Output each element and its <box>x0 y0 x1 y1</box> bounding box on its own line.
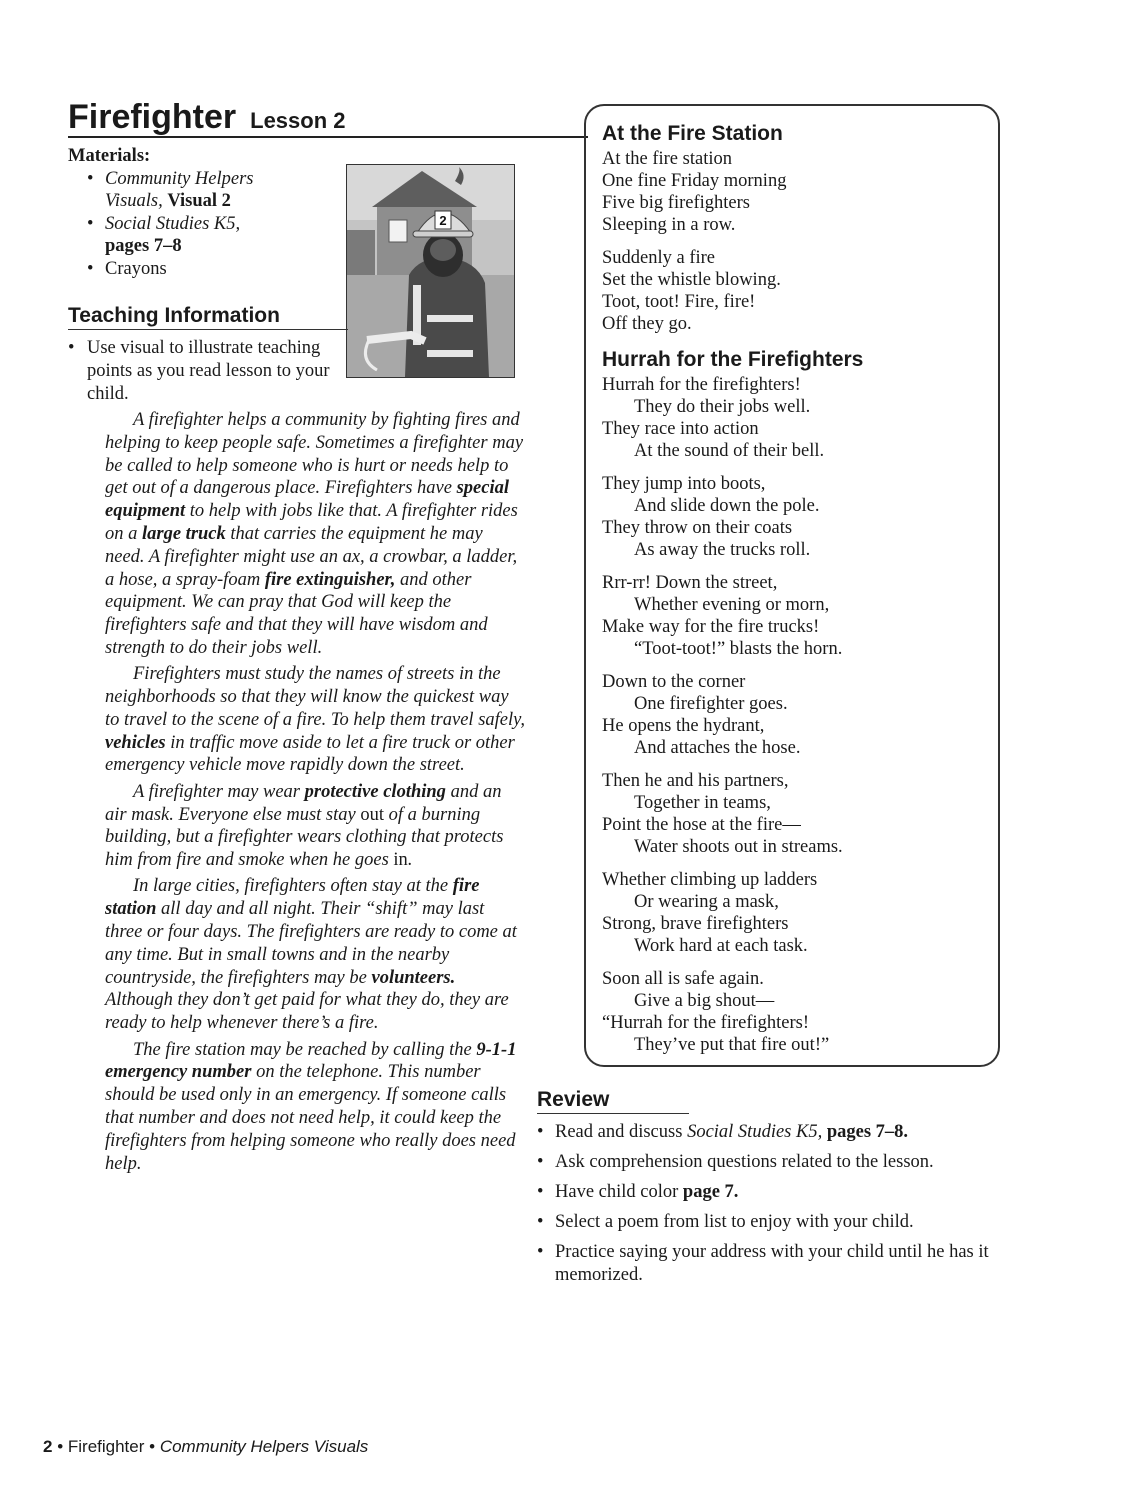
poem-line: One fine Friday morning <box>602 171 787 191</box>
poem-line: At the sound of their bell. <box>634 441 825 461</box>
teaching-paragraph: A firefighter helps a community by fighting fires and helping to keep people safe. Sometimes a firefighter may be called to help someone who is hurt or needs help to get out of a dangerous place. Firefighters have special equipment to help with jobs like that. A firefighter rides on a large truck that carries the equipment he may need. A firefighter might use an ax, a crowbar, a ladder, a hose, a spray-foam fire extinguisher, and other equipment. We can pray that God will keep the firefighters safe and that they will have wisdom and strength to do their jobs well. <box>105 410 524 658</box>
teaching-bullet-text: Use visual to illustrate teaching points as you read lesson to your child. <box>87 338 330 404</box>
poem-stanza <box>602 572 992 660</box>
poem-line: Point the hose at the fire— <box>602 815 801 835</box>
poem-line: “Hurrah for the firefighters! <box>602 1013 809 1033</box>
teaching-bullet <box>68 337 338 406</box>
poem-line: Off they go. <box>602 314 692 334</box>
review-item: • Select a poem from list to enjoy with your child. <box>537 1212 914 1232</box>
poem-line: Five big firefighters <box>602 193 750 213</box>
poem-line: Give a big shout— <box>634 991 775 1011</box>
poem-line: Whether evening or morn, <box>634 595 830 615</box>
poem-line: Set the whistle blowing. <box>602 270 781 290</box>
poem-line: Hurrah for the firefighters! <box>602 375 801 395</box>
poem-stanza <box>602 968 992 1056</box>
poem-line: As away the trucks roll. <box>634 540 811 560</box>
poem-stanza <box>602 148 992 236</box>
review-item: • Have child color page 7. <box>537 1182 739 1202</box>
footer-book-title: Community Helpers Visuals <box>159 1437 369 1456</box>
review-list <box>537 1121 1007 1294</box>
poem-line: At the fire station <box>602 149 732 169</box>
poem-line: Make way for the fire trucks! <box>602 617 820 637</box>
materials-item: • Crayons <box>87 258 343 281</box>
poem-line: Sleeping in a row. <box>602 215 736 235</box>
poem-line: And slide down the pole. <box>634 496 820 516</box>
poem-line: They jump into boots, <box>602 474 766 494</box>
poem-line: Together in teams, <box>634 793 771 813</box>
teaching-paragraph: A firefighter may wear protective clothing and an air mask. Everyone else must stay out of a burning building, but a firefighter wears clothing that protects him from fire and smoke when he goes in. <box>105 781 504 871</box>
poem-line: One firefighter goes. <box>634 694 788 714</box>
page-number: 2 <box>43 1437 53 1456</box>
poem-stanza <box>602 869 992 957</box>
poem-content <box>602 120 992 1067</box>
poem-title: At the Fire Station <box>602 122 783 145</box>
title-lesson-number: Lesson 2 <box>250 108 346 133</box>
poem-line: Toot, toot! Fire, fire! <box>602 292 756 312</box>
materials-list <box>68 168 343 281</box>
helmet-number: 2 <box>439 213 447 228</box>
bullet-dot: • <box>68 338 75 358</box>
teaching-information-heading: Teaching Information <box>68 304 280 327</box>
materials-section <box>68 145 343 280</box>
poem-line: Rrr-rr! Down the street, <box>602 573 778 593</box>
poem-line: Water shoots out in streams. <box>634 837 843 857</box>
teaching-body <box>105 409 525 1179</box>
poem-line: Whether climbing up ladders <box>602 870 818 890</box>
review-item: • Practice saying your address with your child until he has it memorized. <box>537 1242 989 1285</box>
poem-line: And attaches the hose. <box>634 738 801 758</box>
footer-topic: Firefighter <box>67 1437 145 1456</box>
teaching-paragraph: The fire station may be reached by calling the 9-1-1 emergency number on the telephone. This number should be used only in an emergency. If someone calls that number and does not need help, it could keep the firefighters from helping someone who really does need help. <box>105 1039 517 1174</box>
page-footer: 2 • Firefighter • Community Helpers Visuals <box>43 1437 369 1456</box>
poem-line: They throw on their coats <box>602 518 793 538</box>
review-heading-rule <box>537 1113 689 1114</box>
poem-line: Work hard at each task. <box>634 936 808 956</box>
poem-line: They do their jobs well. <box>634 397 811 417</box>
poem-line: Suddenly a fire <box>602 248 716 268</box>
teaching-heading-rule <box>68 329 348 330</box>
poem-line: They’ve put that fire out!” <box>634 1035 830 1055</box>
poem-line: They race into action <box>602 419 759 439</box>
firefighter-image <box>347 165 514 377</box>
teaching-paragraph: Firefighters must study the names of streets in the neighborhoods so that they will know the quickest way to travel to the scene of a fire. To help them travel safely, vehicles in traffic move aside to let a fire truck or other emergency vehicle move rapidly down the street. <box>105 664 525 776</box>
poem-line: Or wearing a mask, <box>634 892 779 912</box>
materials-item: • Social Studies K5, pages 7–8 <box>87 213 343 258</box>
poem-line: Soon all is safe again. <box>602 969 764 989</box>
poem-stanza <box>602 247 992 335</box>
firefighter-illustration <box>346 164 515 378</box>
poem-line: “Toot-toot!” blasts the horn. <box>634 639 843 659</box>
poem-title: Hurrah for the Firefighters <box>602 348 864 371</box>
review-item: • Ask comprehension questions related to the lesson. <box>537 1152 934 1172</box>
poem-line: Down to the corner <box>602 672 746 692</box>
materials-item: • Community Helpers Visuals, Visual 2 <box>87 168 343 213</box>
lesson-title <box>68 98 583 137</box>
poem-stanza <box>602 770 992 858</box>
poem-line: Strong, brave firefighters <box>602 914 789 934</box>
poem-stanza <box>602 473 992 561</box>
teaching-paragraph: In large cities, firefighters often stay at the fire station all day and all night. Their “shift” may last three or four days. The firefighters are ready to come at any time. But in small towns and in the nearby countryside, the firefighters may be volunteers. Although they don’t get paid for what they do, they are ready to help whenever there’s a fire. <box>105 876 517 1034</box>
poem-line: He opens the hydrant, <box>602 716 765 736</box>
materials-label: Materials: <box>68 146 151 166</box>
title-rule <box>68 136 588 138</box>
poem-stanza <box>602 374 992 462</box>
poem-line: Then he and his partners, <box>602 771 789 791</box>
title-main: Firefighter <box>68 98 237 136</box>
review-item: • Read and discuss Social Studies K5, pages 7–8. <box>537 1122 909 1142</box>
review-heading: Review <box>537 1088 610 1111</box>
poem-stanza <box>602 671 992 759</box>
